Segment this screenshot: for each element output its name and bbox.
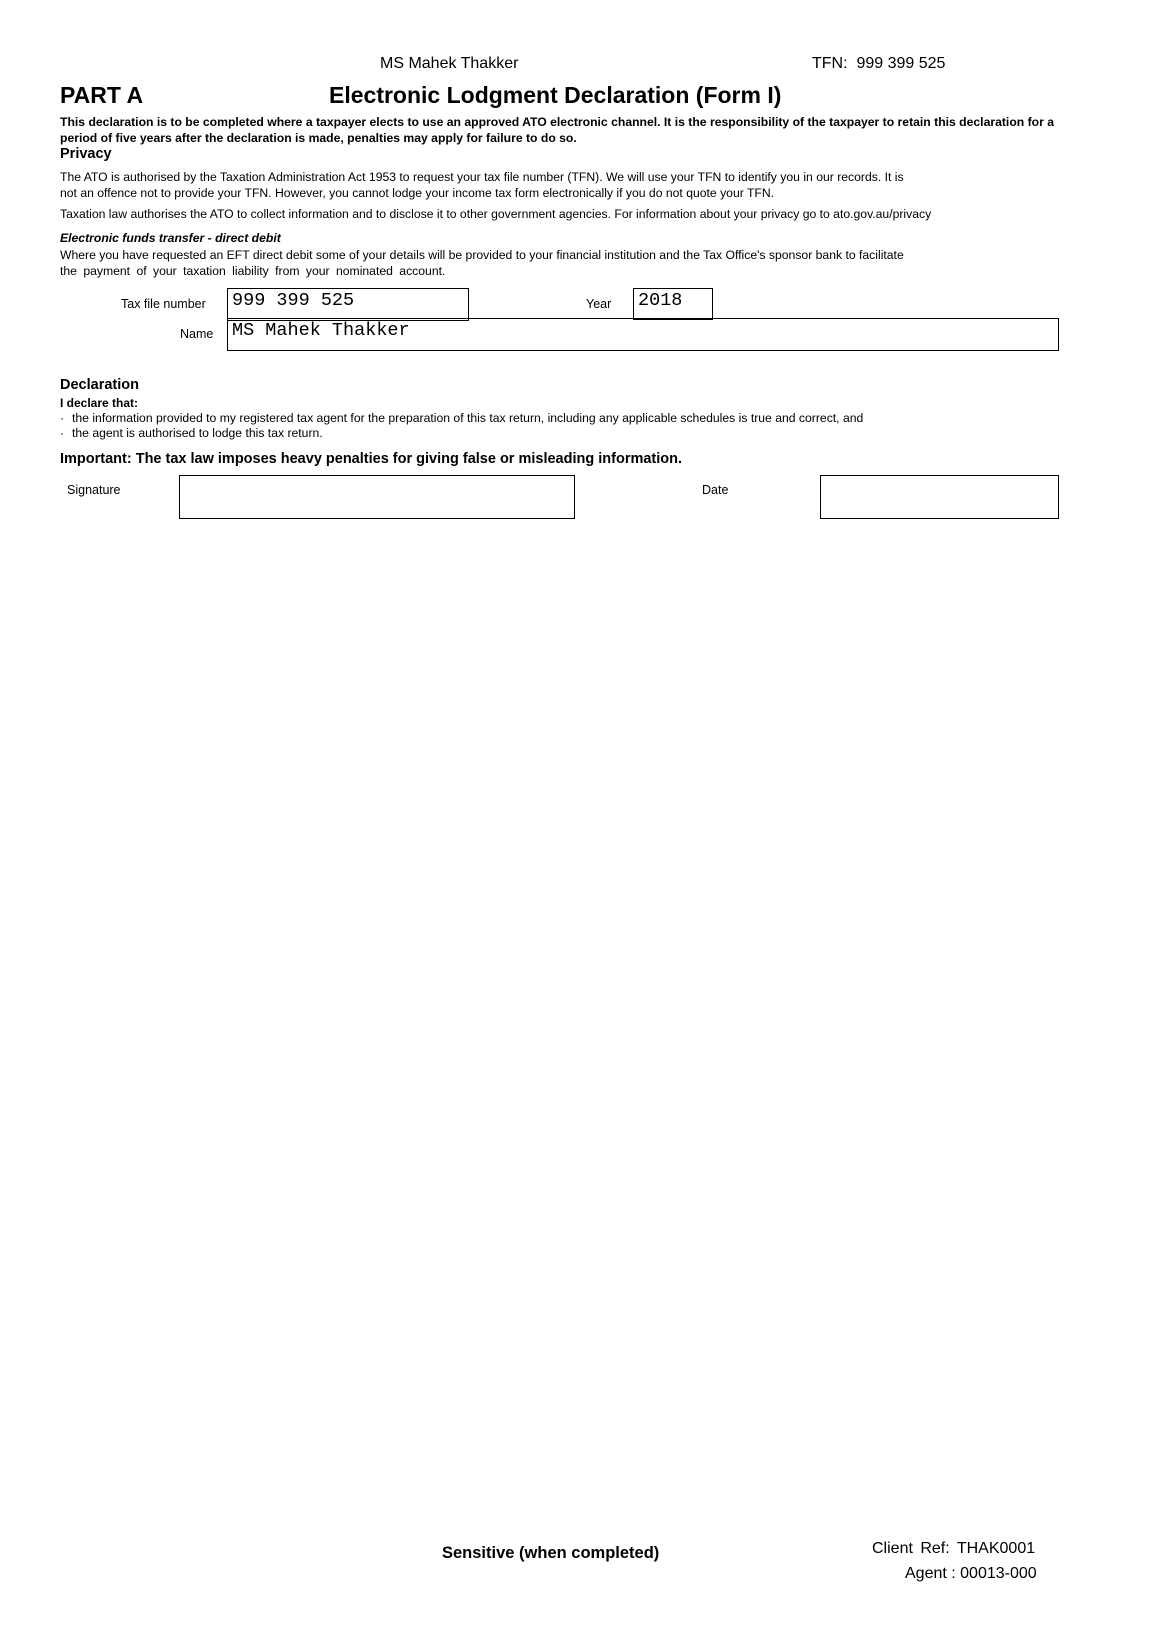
- eft-paragraph: [60, 247, 1060, 279]
- header-tfn-value: 999 399 525: [856, 55, 946, 72]
- privacy-paragraph-1-line-2: not an offence not to provide your TFN. However, you cannot lodge your income tax form electronically if you do not quote your TFN.: [60, 186, 775, 200]
- intro-text: This declaration is to be completed where a taxpayer elects to use an approved ATO electronic channel. It is the responsibility of the taxpayer to retain this declaration for a period of five years after the declaration is made, penalties may apply for failure to do so.: [60, 115, 1054, 145]
- signature-field[interactable]: [179, 475, 575, 519]
- eft-line-1: Where you have requested an EFT direct debit some of your details will be provided to your financial institution and the Tax Office's sponsor bank to facilitate: [60, 248, 904, 262]
- tfn-field[interactable]: [227, 288, 469, 321]
- bullet-dot-icon: ·: [60, 411, 65, 425]
- year-label: Year: [586, 297, 612, 311]
- name-field[interactable]: [227, 318, 1059, 351]
- header-tfn: [812, 55, 945, 73]
- privacy-paragraph-1: [60, 169, 1060, 201]
- name-field-value: MS Mahek Thakker: [232, 320, 410, 341]
- agent-number: Agent : 00013-000: [905, 1565, 1037, 1582]
- declaration-lead: I declare that:: [60, 396, 139, 410]
- important-notice: Important: The tax law imposes heavy penalties for giving false or misleading information.: [60, 451, 683, 467]
- header-tfn-label: TFN:: [812, 55, 848, 72]
- name-label: Name: [180, 327, 214, 341]
- declaration-bullet: · the agent is authorised to lodge this tax return.: [60, 426, 323, 440]
- date-label: Date: [702, 483, 729, 497]
- year-field[interactable]: [633, 288, 713, 320]
- privacy-paragraph-1-line-1: The ATO is authorised by the Taxation Administration Act 1953 to request your tax file number (TFN). We will use your TFN to identify you in our records. It is: [60, 170, 904, 184]
- eft-line-2: the payment of your taxation liability from your nominated account.: [60, 264, 446, 278]
- date-field[interactable]: [820, 475, 1059, 519]
- sensitive-marking: Sensitive (when completed): [442, 1544, 660, 1562]
- eft-heading: Electronic funds transfer - direct debit: [60, 231, 281, 245]
- signature-label: Signature: [67, 483, 121, 497]
- year-field-value: 2018: [638, 290, 683, 311]
- tfn-field-value: 999 399 525: [232, 290, 355, 311]
- privacy-heading: Privacy: [60, 146, 112, 162]
- bullet-dot-icon: ·: [60, 426, 65, 440]
- declaration-bullet: · the information provided to my registered tax agent for the preparation of this tax return, including any applicable schedules is true and correct, and: [60, 411, 864, 425]
- header-taxpayer-name: MS Mahek Thakker: [380, 55, 519, 72]
- client-ref: Client Ref: THAK0001: [872, 1540, 1036, 1557]
- tfn-label: Tax file number: [121, 297, 206, 311]
- declaration-heading: Declaration: [60, 377, 139, 393]
- declaration-bullets: [60, 411, 863, 441]
- form-title: Electronic Lodgment Declaration (Form I): [329, 82, 782, 108]
- part-heading: PART A: [60, 82, 144, 108]
- privacy-paragraph-2: Taxation law authorises the ATO to collect information and to disclose it to other government agencies. For information about your privacy go to ato.gov.au/privacy: [60, 207, 932, 221]
